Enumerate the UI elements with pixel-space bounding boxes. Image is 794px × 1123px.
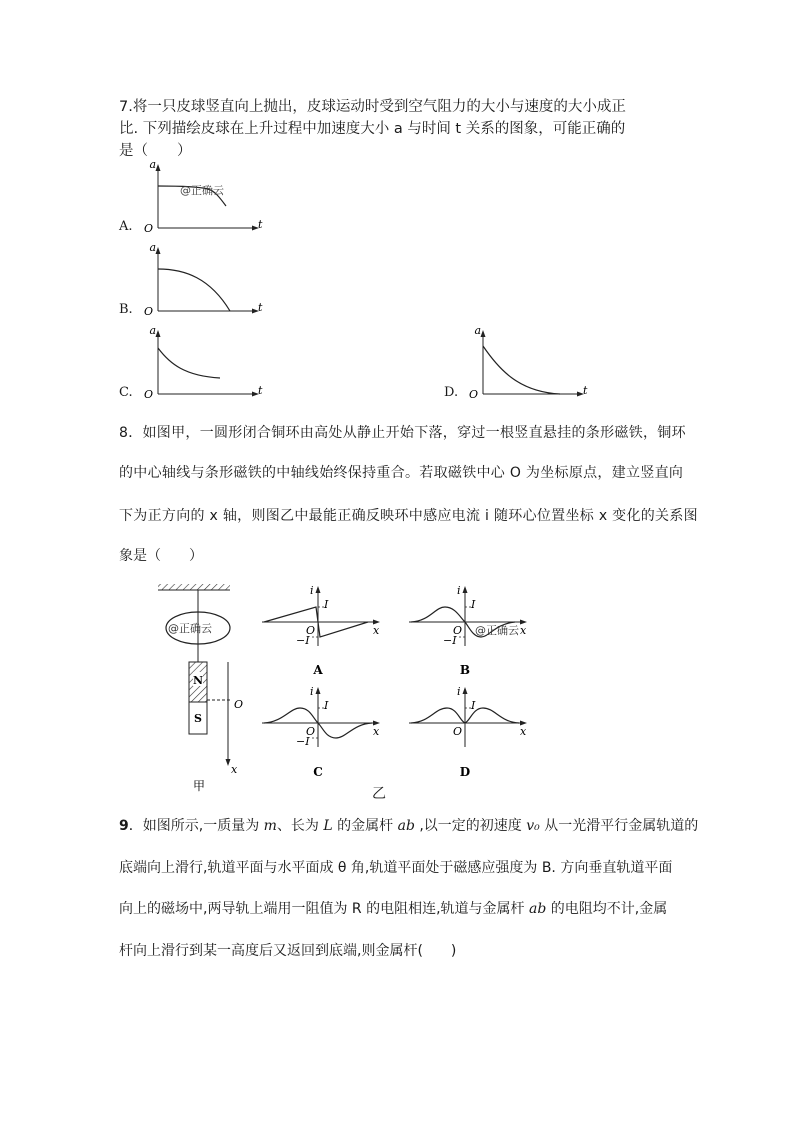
q8-line3: 下为正方向的 x 轴，则图乙中最能正确反映环中感应电流 i 随环心位置坐标 x 变化的关系图 xyxy=(119,508,698,524)
q7-graph-b xyxy=(140,243,270,318)
q7-c-axis-label-t: t xyxy=(258,384,263,397)
q8-jia-watermark: @正确云 xyxy=(168,622,212,635)
q7-option-b-letter: B. xyxy=(119,302,133,317)
q7-graph-d xyxy=(465,326,595,401)
q9-line1: 9．如图所示,一质量为 m、长为 L 的金属杆 ab ,以一定的初速度 v₀ 从一光滑平行金属轨道的 xyxy=(119,818,699,834)
q8-panel-a xyxy=(258,582,388,677)
svg-text:x: x xyxy=(520,624,527,637)
svg-text:i: i xyxy=(457,584,461,597)
svg-text:x: x xyxy=(520,725,527,738)
q7-a-origin: O xyxy=(144,222,154,235)
svg-text:D: D xyxy=(459,765,471,779)
svg-text:I: I xyxy=(471,598,476,611)
svg-text:甲: 甲 xyxy=(193,779,206,793)
q7-option-c-letter: C. xyxy=(119,385,133,400)
q7-d-axis-label-t: t xyxy=(583,384,588,397)
q7-b-axis-label-a: a xyxy=(149,243,156,254)
q7-line1: 7.将一只皮球竖直向上抛出，皮球运动时受到空气阻力的大小与速度的大小成正 xyxy=(119,99,626,115)
q7-line2: 比. 下列描绘皮球在上升过程中加速度大小 a 与时间 t 关系的图象，可能正确的 xyxy=(119,121,626,137)
svg-text:I: I xyxy=(471,699,476,712)
q7-graph-a xyxy=(140,160,270,235)
q7-a-axis-label-a: a xyxy=(149,160,156,171)
q8-figure-jia xyxy=(150,580,250,795)
svg-text:C: C xyxy=(313,765,323,779)
svg-text:I: I xyxy=(324,598,329,611)
svg-text:i: i xyxy=(310,584,314,597)
q7-b-origin: O xyxy=(144,305,154,318)
q8-panel-d xyxy=(405,683,535,783)
svg-text:x: x xyxy=(231,763,238,776)
svg-text:O: O xyxy=(306,624,316,637)
svg-text:O: O xyxy=(453,725,463,738)
svg-text:N: N xyxy=(192,674,204,687)
svg-text:O: O xyxy=(453,624,463,637)
q7-c-origin: O xyxy=(144,388,154,401)
svg-text:i: i xyxy=(310,685,314,698)
q8-panel-b xyxy=(405,582,535,677)
q7-line3: 是（ ） xyxy=(119,143,192,159)
svg-text:A: A xyxy=(313,663,323,677)
q7-d-axis-label-a: a xyxy=(474,326,481,337)
svg-text:i: i xyxy=(457,685,461,698)
svg-text:@正确云: @正确云 xyxy=(475,624,519,637)
q9-line4: 杆向上滑行到某一高度后又返回到底端,则金属杆( ) xyxy=(119,943,457,959)
q7-c-axis-label-a: a xyxy=(149,326,156,337)
q8-line4: 象是（ ） xyxy=(119,548,203,564)
q9-line2: 底端向上滑行,轨道平面与水平面成 θ 角,轨道平面处于磁感应强度为 B. 方向垂直轨道平面 xyxy=(119,860,673,876)
svg-text:O: O xyxy=(306,725,316,738)
svg-text:−I: −I xyxy=(296,735,310,748)
svg-text:B: B xyxy=(459,663,471,677)
svg-text:I: I xyxy=(324,699,329,712)
q7-a-axis-label-t: t xyxy=(258,218,263,231)
svg-text:−I: −I xyxy=(443,634,457,647)
q7-option-d-letter: D. xyxy=(444,385,459,400)
svg-text:x: x xyxy=(373,725,380,738)
q8-yi-caption: 乙 xyxy=(372,786,386,802)
q7-graph-c xyxy=(140,326,270,401)
q7-a-watermark: @正确云 xyxy=(180,184,224,197)
q8-panel-c xyxy=(258,683,388,783)
svg-text:O: O xyxy=(234,698,244,711)
q7-d-origin: O xyxy=(469,388,479,401)
q8-line2: 的中心轴线与条形磁铁的中轴线始终保持重合。若取磁铁中心 O 为坐标原点，建立竖直向 xyxy=(119,465,684,481)
q9-line3: 向上的磁场中,两导轨上端用一阻值为 R 的电阻相连,轨道与金属杆 ab 的电阻均不计,金属 xyxy=(119,901,668,917)
svg-text:S: S xyxy=(194,712,202,725)
svg-text:−I: −I xyxy=(296,634,310,647)
q7-option-a-letter: A. xyxy=(119,219,133,234)
q8-line1: 8．如图甲，一圆形闭合铜环由高处从静止开始下落，穿过一根竖直悬挂的条形磁铁，铜环 xyxy=(119,425,686,441)
q7-b-axis-label-t: t xyxy=(258,301,263,314)
svg-text:x: x xyxy=(373,624,380,637)
